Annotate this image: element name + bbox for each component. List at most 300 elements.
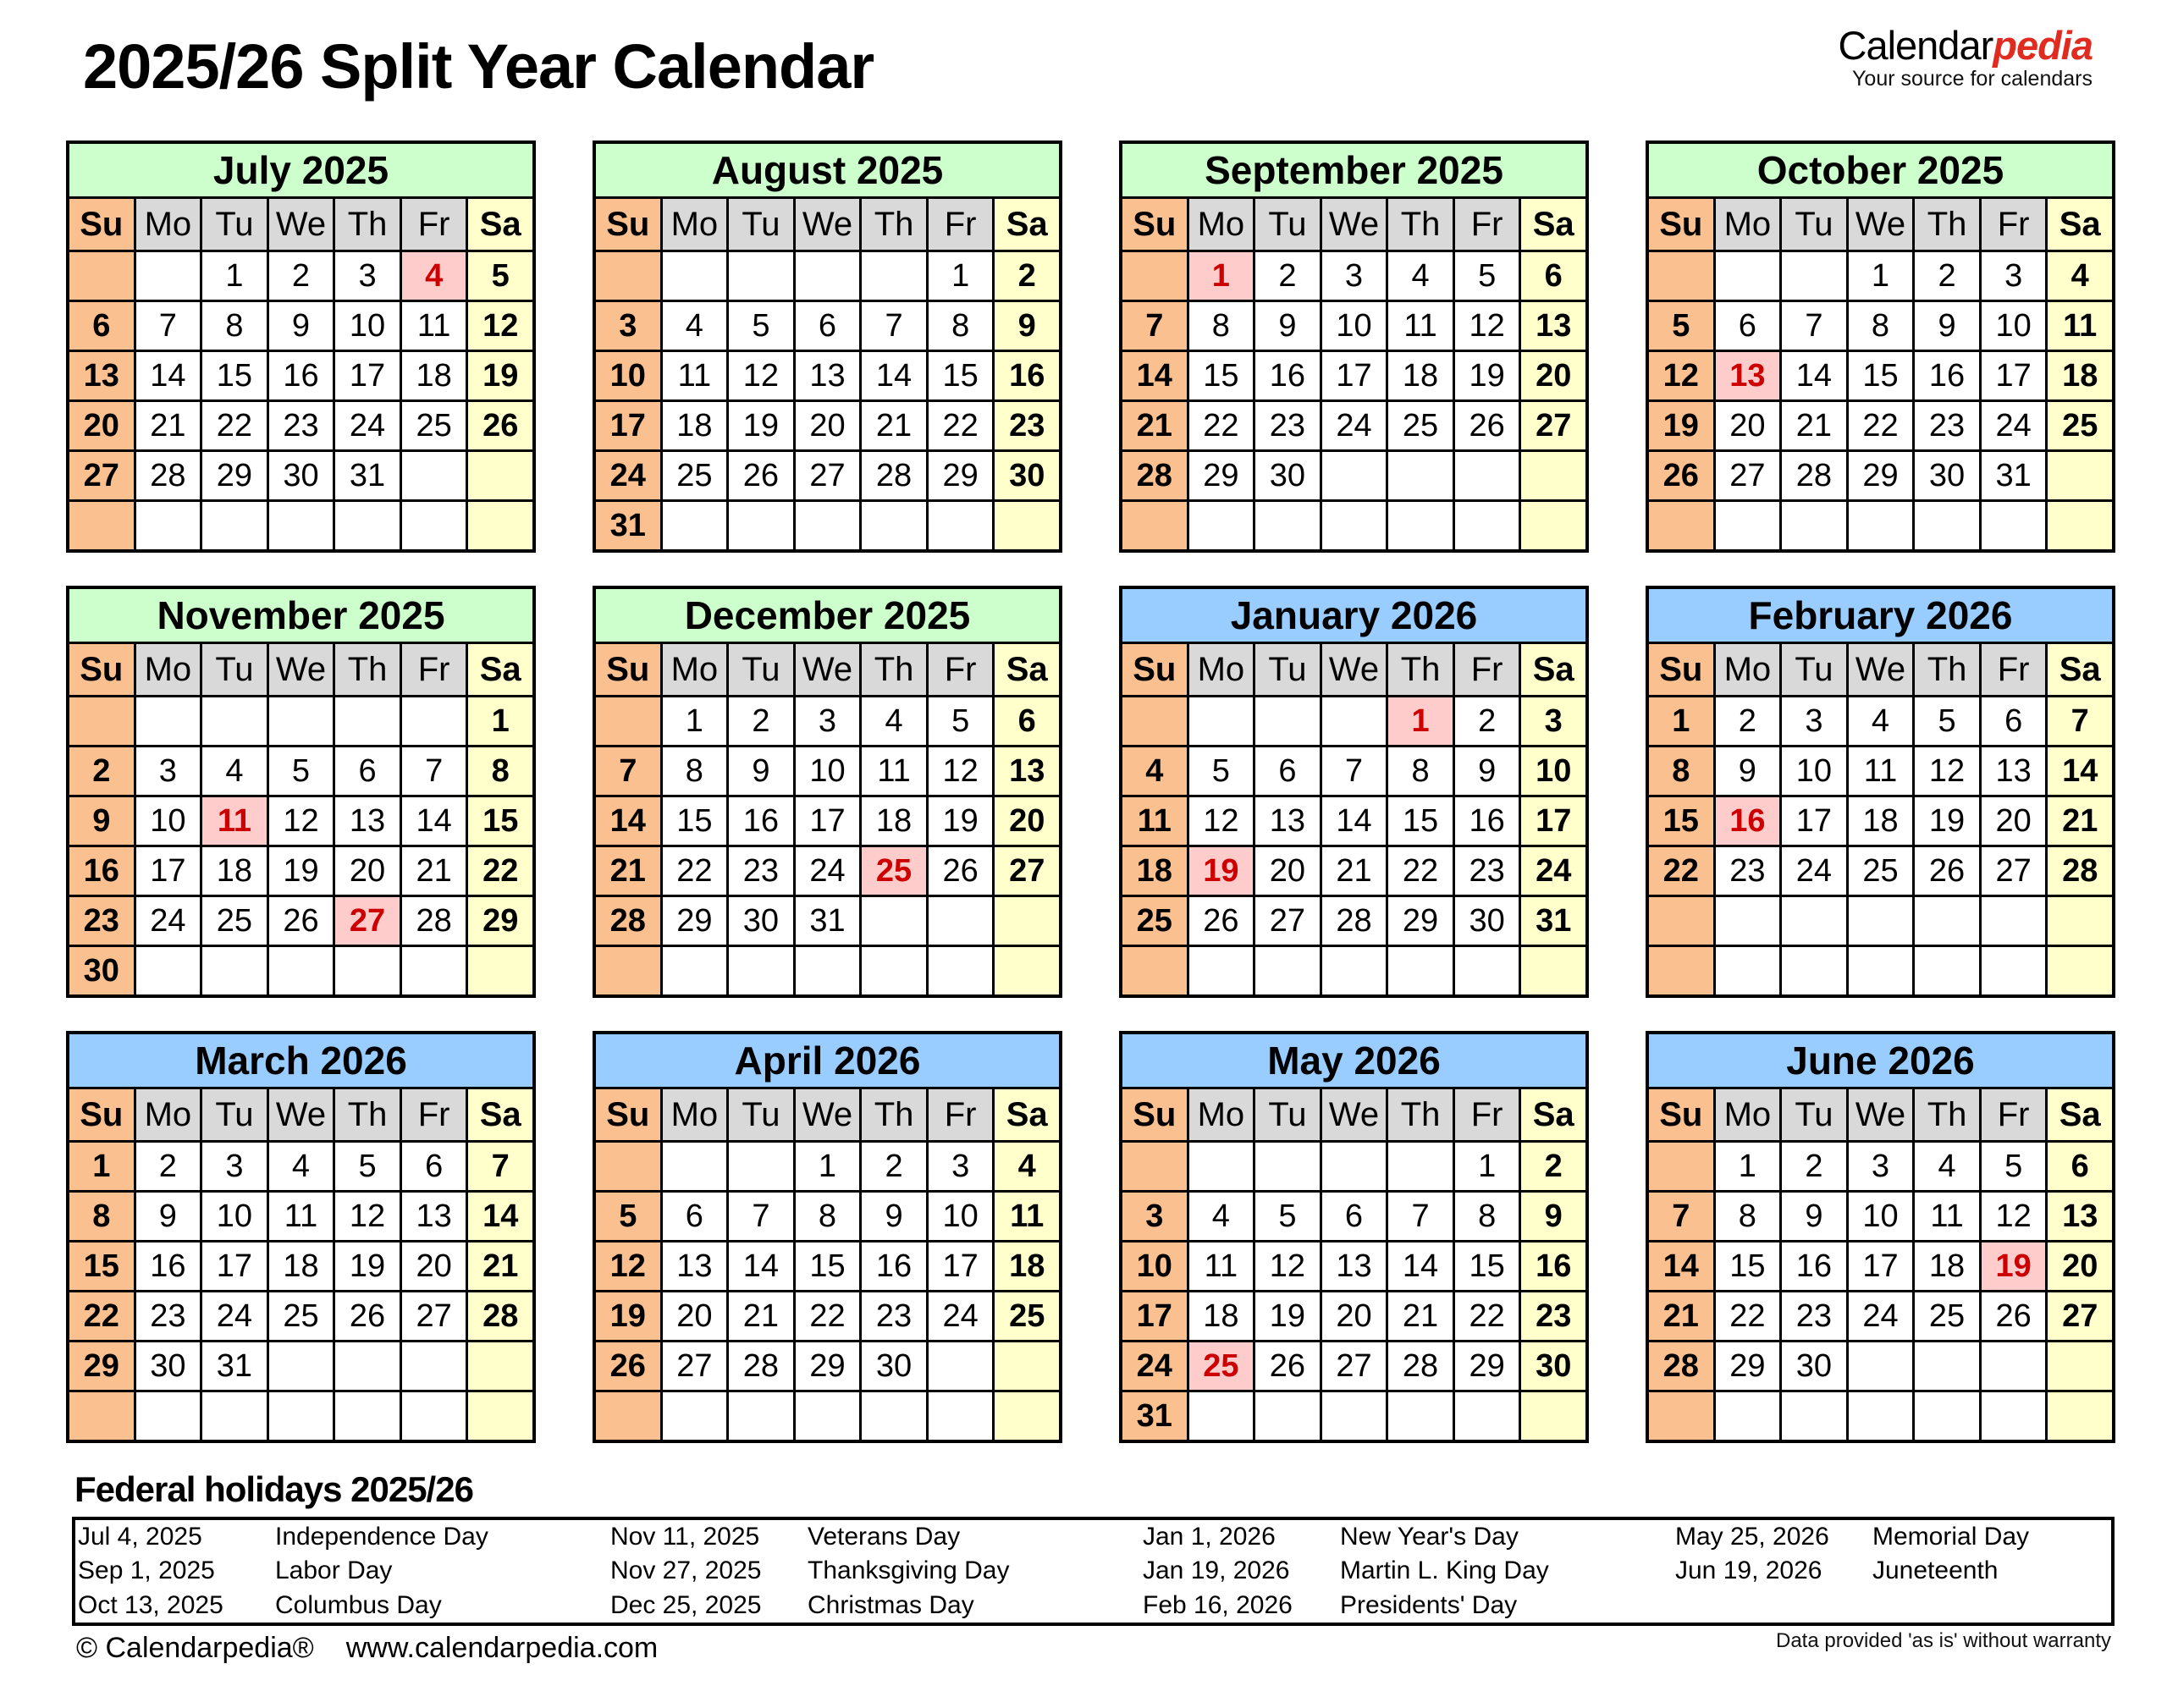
month-grid [596,1089,1059,1440]
day-cell: 23 [69,897,134,945]
day-cell: 4 [1915,1143,1979,1190]
day-cell: 17 [1322,352,1387,399]
day-cell: 9 [729,747,793,795]
day-cell: 23 [995,402,1059,449]
day-cell: 21 [136,402,201,449]
day-cell: 30 [1255,452,1320,499]
month-title: June 2026 [1649,1034,2112,1087]
day-cell [663,252,727,300]
day-cell: 22 [69,1292,134,1340]
day-cell: 15 [1388,797,1453,845]
day-cell: 21 [1122,402,1187,449]
day-cell: 21 [729,1292,793,1340]
day-cell: 16 [69,847,134,895]
day-cell [468,502,532,549]
day-cell [796,252,860,300]
dow-cell: Th [1388,199,1453,250]
day-cell: 7 [862,302,926,350]
dow-cell: Tu [1255,1089,1320,1140]
day-cell [1649,1143,1713,1190]
day-cell: 27 [1255,897,1320,945]
day-cell: 17 [1521,797,1585,845]
day-cell [729,502,793,549]
day-cell: 18 [995,1242,1059,1290]
day-cell [202,947,267,994]
day-cell: 12 [1255,1242,1320,1290]
day-cell: 8 [1716,1193,1780,1240]
day-cell: 29 [929,452,993,499]
day-cell [729,1143,793,1190]
day-cell: 14 [468,1193,532,1240]
holiday-name: Martin L. King Day [1340,1556,1549,1585]
day-cell: 4 [862,697,926,745]
day-cell: 5 [729,302,793,350]
day-cell: 12 [1982,1193,2046,1240]
day-cell [1716,947,1780,994]
month-grid [69,199,532,549]
day-cell: 15 [1189,352,1254,399]
day-cell: 5 [1649,302,1713,350]
day-cell: 19 [1255,1292,1320,1340]
day-cell: 20 [1521,352,1585,399]
day-cell: 18 [1388,352,1453,399]
day-cell: 18 [202,847,267,895]
dow-cell: Su [69,1089,134,1140]
day-cell [729,252,793,300]
day-cell [269,502,334,549]
day-cell: 23 [1255,402,1320,449]
day-cell [1849,947,1913,994]
day-cell: 6 [2048,1143,2112,1190]
day-cell: 29 [796,1342,860,1390]
day-cell: 24 [1849,1292,1913,1340]
month-title: September 2025 [1122,144,1585,196]
day-cell [2048,1392,2112,1440]
day-cell [335,697,400,745]
day-cell: 9 [995,302,1059,350]
day-cell: 28 [2048,847,2112,895]
day-cell: 15 [1849,352,1913,399]
dow-cell: Su [596,644,660,695]
day-cell [2048,502,2112,549]
day-cell [862,947,926,994]
day-cell [1849,1342,1913,1390]
day-cell [69,502,134,549]
logo-tagline: Your source for calendars [1852,67,2093,91]
day-cell: 19 [1649,402,1713,449]
day-cell [69,697,134,745]
day-cell: 10 [1322,302,1387,350]
dow-cell: Fr [1982,199,2046,250]
day-cell: 15 [468,797,532,845]
day-cell: 9 [862,1193,926,1240]
holiday-name: Veterans Day [808,1523,961,1551]
dow-cell: Su [1122,199,1187,250]
dow-cell: Tu [202,199,267,250]
day-cell: 22 [1189,402,1254,449]
day-cell: 26 [335,1292,400,1340]
day-cell: 30 [69,947,134,994]
day-cell: 9 [69,797,134,845]
day-cell: 19 [1915,797,1979,845]
day-cell: 6 [995,697,1059,745]
day-cell: 12 [269,797,334,845]
day-cell [335,1342,400,1390]
day-cell: 23 [1782,1292,1846,1340]
day-cell [1915,502,1979,549]
day-cell: 28 [1649,1342,1713,1390]
day-cell: 28 [136,452,201,499]
day-cell: 16 [1782,1242,1846,1290]
day-cell: 12 [596,1242,660,1290]
month-april-2026 [593,1031,1062,1443]
month-june-2026 [1646,1031,2115,1443]
day-cell: 10 [136,797,201,845]
day-cell: 27 [335,897,400,945]
month-grid [69,644,532,994]
day-cell: 14 [136,352,201,399]
day-cell [1189,947,1254,994]
dow-cell: Su [596,199,660,250]
day-cell: 31 [596,502,660,549]
dow-cell: Su [69,199,134,250]
day-cell: 18 [1915,1242,1979,1290]
dow-cell: Tu [729,1089,793,1140]
day-cell [929,1392,993,1440]
dow-cell: Su [1122,1089,1187,1140]
day-cell: 10 [335,302,400,350]
day-cell: 9 [1716,747,1780,795]
day-cell [1322,1392,1387,1440]
day-cell [1455,1392,1519,1440]
day-cell: 6 [402,1143,466,1190]
day-cell [929,947,993,994]
dow-cell: Mo [1189,1089,1254,1140]
day-cell: 20 [335,847,400,895]
day-cell [1521,1392,1585,1440]
dow-cell: Sa [1521,644,1585,695]
day-cell: 13 [663,1242,727,1290]
day-cell: 20 [69,402,134,449]
day-cell: 10 [1849,1193,1913,1240]
day-cell: 17 [796,797,860,845]
dow-cell: Su [69,644,134,695]
day-cell [402,697,466,745]
day-cell: 17 [1782,797,1846,845]
day-cell: 28 [596,897,660,945]
day-cell: 16 [136,1242,201,1290]
day-cell: 10 [929,1193,993,1240]
day-cell: 19 [1189,847,1254,895]
dow-cell: Tu [1782,199,1846,250]
day-cell: 30 [136,1342,201,1390]
dow-cell: Fr [929,1089,993,1140]
day-cell: 2 [1716,697,1780,745]
day-cell: 18 [402,352,466,399]
logo-text-pedia: pedia [1993,23,2093,68]
day-cell [663,947,727,994]
dow-cell: Su [1649,1089,1713,1140]
day-cell: 27 [1322,1342,1387,1390]
day-cell [1782,947,1846,994]
day-cell [69,1392,134,1440]
month-grid [596,644,1059,994]
day-cell [1716,1392,1780,1440]
holiday-name: Columbus Day [275,1590,442,1619]
day-cell: 28 [1322,897,1387,945]
day-cell: 19 [596,1292,660,1340]
day-cell [402,947,466,994]
day-cell [596,1392,660,1440]
day-cell: 26 [929,847,993,895]
holiday-date: Nov 11, 2025 [610,1523,760,1551]
day-cell: 10 [1122,1242,1187,1290]
day-cell: 12 [335,1193,400,1240]
day-cell: 2 [1255,252,1320,300]
day-cell: 8 [1649,747,1713,795]
day-cell: 11 [402,302,466,350]
day-cell: 29 [1388,897,1453,945]
day-cell: 11 [1915,1193,1979,1240]
day-cell: 30 [1782,1342,1846,1390]
day-cell [2048,452,2112,499]
day-cell [929,1342,993,1390]
day-cell: 5 [1255,1193,1320,1240]
day-cell: 11 [1122,797,1187,845]
day-cell: 1 [69,1143,134,1190]
day-cell [1982,897,2046,945]
month-grid [1649,1089,2112,1440]
day-cell: 12 [1915,747,1979,795]
month-title: May 2026 [1122,1034,1585,1087]
day-cell [596,1143,660,1190]
dow-cell: Fr [402,1089,466,1140]
day-cell: 5 [468,252,532,300]
day-cell [1982,1392,2046,1440]
day-cell [1122,1143,1187,1190]
day-cell: 11 [1189,1242,1254,1290]
day-cell [1716,502,1780,549]
day-cell: 24 [136,897,201,945]
day-cell: 4 [1122,747,1187,795]
day-cell: 24 [929,1292,993,1340]
day-cell: 20 [402,1242,466,1290]
day-cell [995,947,1059,994]
day-cell: 20 [1716,402,1780,449]
day-cell: 14 [729,1242,793,1290]
dow-cell: Sa [468,1089,532,1140]
day-cell: 4 [995,1143,1059,1190]
day-cell: 21 [1388,1292,1453,1340]
day-cell: 7 [1388,1193,1453,1240]
holiday-name: Presidents' Day [1340,1590,1518,1619]
day-cell [663,502,727,549]
month-title: January 2026 [1122,589,1585,642]
holiday-date: Nov 27, 2025 [610,1556,762,1585]
day-cell: 20 [1322,1292,1387,1340]
day-cell [1322,452,1387,499]
day-cell: 2 [1521,1143,1585,1190]
dow-cell: Fr [402,199,466,250]
day-cell: 2 [1455,697,1519,745]
holiday-date: May 25, 2026 [1675,1523,1829,1551]
holiday-name: Memorial Day [1872,1523,2030,1551]
dow-cell: Th [1915,199,1979,250]
day-cell: 31 [335,452,400,499]
holiday-date: Jan 1, 2026 [1143,1523,1276,1551]
day-cell [663,1143,727,1190]
day-cell: 31 [1982,452,2046,499]
dow-cell: Tu [1255,644,1320,695]
day-cell [1849,897,1913,945]
day-cell: 4 [202,747,267,795]
dow-cell: Fr [1455,199,1519,250]
day-cell [1388,452,1453,499]
dow-cell: Mo [663,644,727,695]
day-cell: 25 [995,1292,1059,1340]
day-cell: 13 [2048,1193,2112,1240]
month-title: July 2025 [69,144,532,196]
day-cell [136,697,201,745]
day-cell: 24 [1982,402,2046,449]
day-cell: 14 [2048,747,2112,795]
day-cell: 5 [1982,1143,2046,1190]
day-cell [1521,502,1585,549]
day-cell: 31 [202,1342,267,1390]
day-cell: 15 [69,1242,134,1290]
dow-cell: Fr [929,644,993,695]
day-cell: 23 [862,1292,926,1340]
day-cell: 2 [136,1143,201,1190]
logo-text-calendar: Calendar [1838,23,1993,68]
day-cell: 16 [995,352,1059,399]
day-cell: 25 [1849,847,1913,895]
day-cell: 15 [663,797,727,845]
day-cell [1255,697,1320,745]
month-march-2026 [66,1031,536,1443]
day-cell: 30 [729,897,793,945]
dow-cell: Mo [663,199,727,250]
day-cell [1982,1342,2046,1390]
day-cell: 1 [468,697,532,745]
day-cell [1322,1143,1387,1190]
month-august-2025 [593,140,1062,553]
day-cell: 16 [862,1242,926,1290]
day-cell: 9 [136,1193,201,1240]
day-cell [1521,947,1585,994]
day-cell: 13 [402,1193,466,1240]
day-cell: 24 [1782,847,1846,895]
day-cell: 3 [1782,697,1846,745]
day-cell: 7 [729,1193,793,1240]
day-cell: 15 [929,352,993,399]
day-cell [1915,897,1979,945]
dow-cell: Sa [995,1089,1059,1140]
day-cell: 19 [269,847,334,895]
day-cell [1388,947,1453,994]
day-cell: 9 [1255,302,1320,350]
day-cell: 14 [402,797,466,845]
day-cell: 23 [269,402,334,449]
day-cell: 9 [1455,747,1519,795]
day-cell: 19 [335,1242,400,1290]
day-cell: 1 [1716,1143,1780,1190]
day-cell [69,252,134,300]
day-cell: 18 [862,797,926,845]
day-cell: 24 [596,452,660,499]
day-cell: 23 [1716,847,1780,895]
day-cell: 9 [1521,1193,1585,1240]
day-cell [995,1342,1059,1390]
day-cell: 11 [995,1193,1059,1240]
day-cell: 14 [1322,797,1387,845]
day-cell: 22 [1716,1292,1780,1340]
day-cell [468,452,532,499]
day-cell [1649,252,1713,300]
day-cell: 15 [1649,797,1713,845]
day-cell: 16 [729,797,793,845]
dow-cell: Mo [663,1089,727,1140]
day-cell: 22 [1455,1292,1519,1340]
day-cell: 3 [1122,1193,1187,1240]
dow-cell: Mo [136,644,201,695]
day-cell: 2 [1915,252,1979,300]
dow-cell: We [1322,644,1387,695]
dow-cell: Mo [136,1089,201,1140]
day-cell: 2 [862,1143,926,1190]
day-cell: 19 [729,402,793,449]
day-cell: 25 [1189,1342,1254,1390]
day-cell: 17 [1982,352,2046,399]
day-cell: 27 [663,1342,727,1390]
day-cell [1782,897,1846,945]
day-cell: 25 [862,847,926,895]
day-cell: 21 [468,1242,532,1290]
day-cell [1849,1392,1913,1440]
day-cell [1649,897,1713,945]
dow-cell: Tu [1782,644,1846,695]
day-cell [335,502,400,549]
dow-cell: Th [1388,644,1453,695]
day-cell: 25 [2048,402,2112,449]
dow-cell: Su [596,1089,660,1140]
day-cell [1189,502,1254,549]
day-cell: 25 [1915,1292,1979,1340]
day-cell [862,502,926,549]
day-cell: 10 [1521,747,1585,795]
day-cell: 28 [1782,452,1846,499]
day-cell [136,252,201,300]
day-cell: 7 [136,302,201,350]
day-cell: 14 [862,352,926,399]
day-cell: 13 [1255,797,1320,845]
day-cell: 30 [1521,1342,1585,1390]
day-cell: 27 [2048,1292,2112,1340]
day-cell: 23 [1915,402,1979,449]
day-cell: 16 [1455,797,1519,845]
day-cell: 20 [2048,1242,2112,1290]
day-cell [1982,947,2046,994]
day-cell: 30 [862,1342,926,1390]
day-cell [1649,947,1713,994]
day-cell [1716,897,1780,945]
day-cell: 17 [335,352,400,399]
dow-cell: Tu [729,644,793,695]
day-cell [1782,252,1846,300]
day-cell: 27 [1716,452,1780,499]
holiday-date: Dec 25, 2025 [610,1590,762,1619]
day-cell [1455,947,1519,994]
